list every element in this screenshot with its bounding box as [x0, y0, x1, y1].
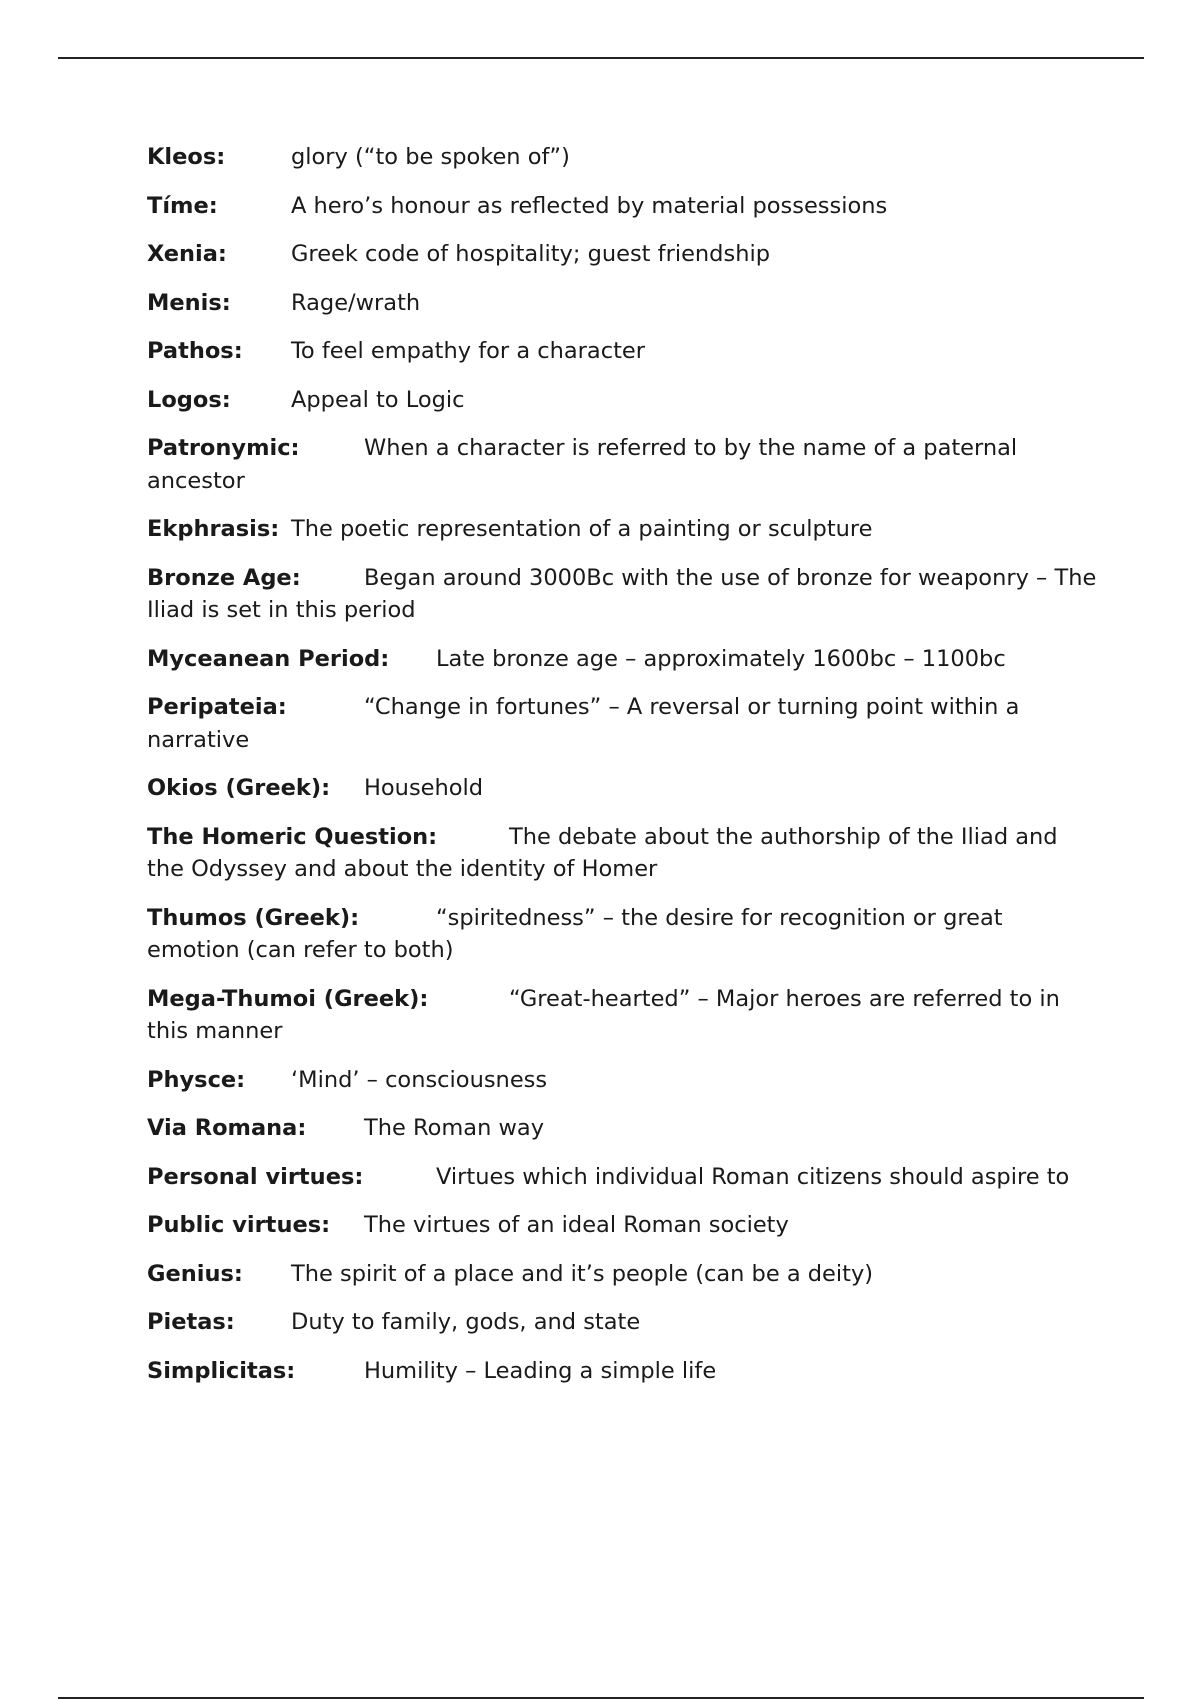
glossary-definition: Late bronze age – approximately 1600bc – 1100bc [436, 645, 1006, 672]
glossary-entry [147, 902, 1097, 967]
glossary-definition: The debate about the authorship of the Iliad and the Odyssey and about the identity of Homer [147, 823, 1058, 882]
glossary-entry [147, 821, 1097, 886]
glossary-entry [147, 691, 1097, 756]
footer-rule [58, 1697, 1144, 1699]
glossary-entry [147, 190, 1097, 223]
glossary-definition: Greek code of hospitality; guest friendship [291, 241, 770, 267]
glossary-term: Personal virtues: [147, 1163, 364, 1190]
glossary-term: Patronymic: [147, 435, 300, 461]
glossary-definition: The virtues of an ideal Roman society [364, 1212, 789, 1238]
glossary-term: Mega-Thumoi (Greek): [147, 985, 429, 1012]
glossary-term: Tíme: [147, 192, 218, 219]
glossary-entry [147, 238, 1097, 271]
glossary-definition: Appeal to Logic [291, 386, 465, 413]
glossary-entry [147, 643, 1097, 676]
glossary-definition: “Great-hearted” – Major heroes are referred to in this manner [147, 985, 1060, 1044]
glossary-definition: Household [364, 775, 484, 801]
glossary-definition: Virtues which individual Roman citizens should aspire to [436, 1163, 1070, 1190]
glossary-entry [147, 335, 1097, 368]
glossary-definition: glory (“to be spoken of”) [291, 144, 570, 170]
glossary-term: Simplicitas: [147, 1357, 296, 1384]
glossary-term: Pathos: [147, 338, 243, 364]
glossary-entry [147, 562, 1097, 627]
glossary-entry [147, 983, 1097, 1048]
glossary-definition: ‘Mind’ – consciousness [291, 1066, 548, 1093]
glossary-term: Ekphrasis: [147, 516, 280, 542]
glossary-definition: Humility – Leading a simple life [364, 1357, 717, 1384]
glossary-definition: The spirit of a place and it’s people (can be a deity) [291, 1260, 874, 1287]
glossary-definition: “Change in fortunes” – A reversal or turning point within a narrative [147, 694, 1020, 753]
glossary-entry [147, 1161, 1097, 1194]
glossary-entry [147, 287, 1097, 320]
glossary-term: Bronze Age: [147, 564, 301, 591]
glossary-entry [147, 1306, 1097, 1339]
glossary-term: Okios (Greek): [147, 775, 331, 801]
glossary-entry [147, 141, 1097, 174]
glossary-term: Physce: [147, 1066, 246, 1093]
glossary-term: Xenia: [147, 241, 227, 267]
glossary-entry [147, 384, 1097, 417]
glossary-term: Pietas: [147, 1309, 235, 1335]
glossary-term: Logos: [147, 386, 231, 413]
glossary-definition: When a character is referred to by the name of a paternal ancestor [147, 435, 1018, 494]
glossary-entry [147, 1064, 1097, 1097]
glossary-definition: “spiritedness” – the desire for recognition or great emotion (can refer to both) [147, 904, 1003, 963]
glossary-definition: The Roman way [364, 1115, 545, 1141]
glossary-term: Kleos: [147, 144, 226, 170]
glossary-entry [147, 432, 1097, 497]
glossary-definition: To feel empathy for a character [291, 338, 646, 364]
glossary-entry [147, 1209, 1097, 1242]
glossary-term: Via Romana: [147, 1115, 307, 1141]
glossary-entry [147, 1112, 1097, 1145]
glossary-term: Thumos (Greek): [147, 904, 360, 931]
glossary-definition: Began around 3000Bc with the use of bronze for weaponry – The Iliad is set in this period [147, 564, 1097, 623]
glossary-entry [147, 1258, 1097, 1291]
glossary-entry [147, 1355, 1097, 1388]
glossary-term: The Homeric Question: [147, 823, 438, 850]
glossary-term: Peripateia: [147, 694, 287, 720]
glossary-entry [147, 513, 1097, 546]
glossary-definition: The poetic representation of a painting or sculpture [291, 516, 873, 542]
glossary-term: Genius: [147, 1260, 243, 1287]
glossary-definition: Duty to family, gods, and state [291, 1309, 641, 1335]
glossary-entry [147, 772, 1097, 805]
glossary-term: Public virtues: [147, 1212, 331, 1238]
glossary-term: Menis: [147, 289, 231, 316]
header-rule [58, 57, 1144, 59]
glossary-definition: A hero’s honour as reflected by material possessions [291, 192, 888, 219]
glossary-term: Myceanean Period: [147, 645, 390, 672]
glossary-definition: Rage/wrath [291, 289, 421, 316]
glossary-list [147, 141, 1097, 1403]
